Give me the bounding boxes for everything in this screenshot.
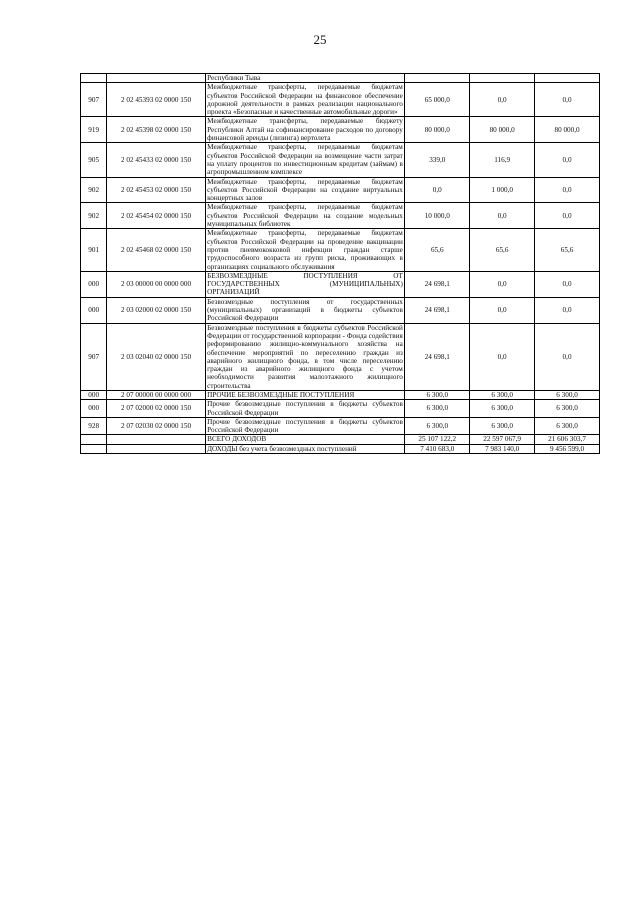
amount-year1-cell: 24 698,1 xyxy=(405,271,470,297)
table-row xyxy=(81,117,600,143)
amount-year3-cell: 0,0 xyxy=(535,83,600,117)
amount-year2-cell: 116,9 xyxy=(470,143,535,177)
amount-year3-cell xyxy=(535,74,600,83)
budget-code-cell: 2 02 45453 02 0000 150 xyxy=(107,177,205,203)
admin-code-cell: 000 xyxy=(81,271,107,297)
table-row xyxy=(81,435,600,444)
budget-code-cell xyxy=(107,444,205,453)
table-row xyxy=(81,74,600,83)
table-row xyxy=(81,390,600,399)
admin-code-cell xyxy=(81,74,107,83)
amount-year1-cell: 65 000,0 xyxy=(405,83,470,117)
amount-year3-cell: 0,0 xyxy=(535,297,600,323)
amount-year3-cell: 6 300,0 xyxy=(535,417,600,435)
income-name-cell: Межбюджетные трансферты, передаваемые бюджету Республики Алтай на софинансирование расходов по договору финансовой аренды (лизинга) вертолета xyxy=(207,117,403,143)
income-name-cell: Межбюджетные трансферты, передаваемые бюджетам субъектов Российской Федерации на создание виртуальных концертных залов xyxy=(207,177,403,203)
admin-code-cell: 000 xyxy=(81,297,107,323)
budget-code-cell: 2 07 02030 02 0000 150 xyxy=(107,417,205,435)
income-name-cell: Межбюджетные трансферты, передаваемые бюджетам субъектов Российской Федерации на создание модельных муниципальных библиотек xyxy=(207,203,403,229)
amount-year3-cell: 6 300,0 xyxy=(535,390,600,399)
amount-year2-cell: 0,0 xyxy=(470,83,535,117)
budget-code-cell: 2 02 45398 02 0000 150 xyxy=(107,117,205,143)
budget-code-cell: 2 02 45433 02 0000 150 xyxy=(107,143,205,177)
amount-year1-cell: 7 410 683,0 xyxy=(405,444,470,453)
amount-year1-cell xyxy=(405,74,470,83)
table-row xyxy=(81,83,600,117)
admin-code-cell: 901 xyxy=(81,229,107,271)
income-name-cell: ПРОЧИЕ БЕЗВОЗМЕЗДНЫЕ ПОСТУПЛЕНИЯ xyxy=(205,390,405,399)
table-row xyxy=(81,177,600,203)
amount-year2-cell: 65,6 xyxy=(470,229,535,271)
admin-code-cell: 902 xyxy=(81,177,107,203)
amount-year1-cell: 24 698,1 xyxy=(405,297,470,323)
amount-year1-cell: 80 000,0 xyxy=(405,117,470,143)
income-name-cell: Прочие безвозмездные поступления в бюджеты субъектов Российской Федерации xyxy=(207,417,403,435)
admin-code-cell: 905 xyxy=(81,143,107,177)
income-name-cell: Межбюджетные трансферты, передаваемые бюджетам субъектов Российской Федерации на возмещение части затрат на уплату процентов по инвестиционным кредитам (займам) в агропромышленном комплексе xyxy=(207,143,403,177)
admin-code-cell: 919 xyxy=(81,117,107,143)
table-row xyxy=(81,444,600,453)
amount-year2-cell: 0,0 xyxy=(470,271,535,297)
amount-year1-cell: 6 300,0 xyxy=(405,417,470,435)
admin-code-cell: 000 xyxy=(81,400,107,418)
amount-year2-cell: 6 300,0 xyxy=(470,390,535,399)
budget-code-cell: 2 03 00000 00 0000 000 xyxy=(107,271,205,297)
table-row xyxy=(81,297,600,323)
table-row xyxy=(81,417,600,435)
budget-code-cell: 2 07 00000 00 0000 000 xyxy=(107,390,205,399)
amount-year1-cell: 6 300,0 xyxy=(405,390,470,399)
income-name-cell: ДОХОДЫ без учета безвозмездных поступлений xyxy=(205,444,405,453)
income-name-cell: БЕЗВОЗМЕЗДНЫЕ ПОСТУПЛЕНИЯ ОТ ГОСУДАРСТВЕННЫХ (МУНИЦИПАЛЬНЫХ) ОРГАНИЗАЦИЙ xyxy=(207,271,403,297)
budget-code-cell: 2 03 02000 02 0000 150 xyxy=(107,297,205,323)
amount-year3-cell: 0,0 xyxy=(535,177,600,203)
amount-year2-cell: 6 300,0 xyxy=(470,417,535,435)
income-name-cell: Прочие безвозмездные поступления в бюджеты субъектов Российской Федерации xyxy=(207,400,403,417)
amount-year3-cell: 0,0 xyxy=(535,323,600,390)
budget-code-cell xyxy=(107,74,205,83)
amount-year3-cell: 0,0 xyxy=(535,143,600,177)
table-row xyxy=(81,203,600,229)
admin-code-cell: 000 xyxy=(81,390,107,399)
table-row xyxy=(81,400,600,418)
income-name-cell: Межбюджетные трансферты, передаваемые бюджетам субъектов Российской Федерации на проведение вакцинации против пневмококковой инфекции граждан старше трудоспособного возраста из групп риска, проживающих в организациях социального обслуживания xyxy=(207,229,403,271)
amount-year1-cell: 24 698,1 xyxy=(405,323,470,390)
admin-code-cell: 902 xyxy=(81,203,107,229)
amount-year1-cell: 10 000,0 xyxy=(405,203,470,229)
income-name-cell: Межбюджетные трансферты, передаваемые бюджетам субъектов Российской Федерации на финансовое обеспечение дорожной деятельности в рамках реализации национального проекта «Безопасные и качественные автомобильные дороги» xyxy=(207,83,403,117)
budget-code-cell xyxy=(107,435,205,444)
amount-year2-cell: 22 597 067,9 xyxy=(470,435,535,444)
amount-year3-cell: 80 000,0 xyxy=(535,117,600,143)
table-row xyxy=(81,323,600,390)
income-name-cell: Безвозмездные поступления в бюджеты субъектов Российской Федерации от государственной корпорации - Фонда содействия реформированию жилищно-коммунального хозяйства на обеспечение мероприятий по переселению граждан из аварийного жилищного фонда, в том числе переселению граждан из аварийного жилищного фонда с учетом необходимости развития малоэтажного жилищного строительства xyxy=(207,323,403,390)
amount-year3-cell: 0,0 xyxy=(535,271,600,297)
amount-year3-cell: 0,0 xyxy=(535,203,600,229)
amount-year1-cell: 6 300,0 xyxy=(405,400,470,418)
revenue-table-body xyxy=(81,74,600,454)
amount-year1-cell: 339,0 xyxy=(405,143,470,177)
budget-code-cell: 2 07 02000 02 0000 150 xyxy=(107,400,205,418)
admin-code-cell: 907 xyxy=(81,83,107,117)
admin-code-cell: 907 xyxy=(81,323,107,390)
admin-code-cell xyxy=(81,444,107,453)
income-name-cell: Безвозмездные поступления от государственных (муниципальных) организаций в бюджеты субъектов Российской Федерации xyxy=(207,297,403,323)
budget-code-cell: 2 03 02040 02 0000 150 xyxy=(107,323,205,390)
amount-year2-cell: 6 300,0 xyxy=(470,400,535,418)
amount-year3-cell: 65,6 xyxy=(535,229,600,271)
amount-year3-cell: 21 606 303,7 xyxy=(535,435,600,444)
amount-year2-cell: 7 983 140,0 xyxy=(470,444,535,453)
amount-year2-cell: 1 000,0 xyxy=(470,177,535,203)
table-row xyxy=(81,143,600,177)
amount-year2-cell: 0,0 xyxy=(470,323,535,390)
revenue-table xyxy=(80,73,600,454)
admin-code-cell: 928 xyxy=(81,417,107,435)
table-row xyxy=(81,229,600,271)
amount-year2-cell: 80 000,0 xyxy=(470,117,535,143)
budget-code-cell: 2 02 45468 02 0000 150 xyxy=(107,229,205,271)
amount-year1-cell: 0,0 xyxy=(405,177,470,203)
table-row xyxy=(81,271,600,297)
amount-year3-cell: 6 300,0 xyxy=(535,400,600,418)
amount-year2-cell: 0,0 xyxy=(470,203,535,229)
admin-code-cell xyxy=(81,435,107,444)
amount-year1-cell: 25 107 122,2 xyxy=(405,435,470,444)
income-name-cell: ВСЕГО ДОХОДОВ xyxy=(205,435,405,444)
amount-year3-cell: 9 456 599,0 xyxy=(535,444,600,453)
amount-year1-cell: 65,6 xyxy=(405,229,470,271)
income-name-cell: Республики Тыва xyxy=(205,74,405,83)
page-number: 25 xyxy=(313,32,327,47)
budget-code-cell: 2 02 45393 02 0000 150 xyxy=(107,83,205,117)
amount-year2-cell xyxy=(470,74,535,83)
budget-code-cell: 2 02 45454 02 0000 150 xyxy=(107,203,205,229)
amount-year2-cell: 0,0 xyxy=(470,297,535,323)
